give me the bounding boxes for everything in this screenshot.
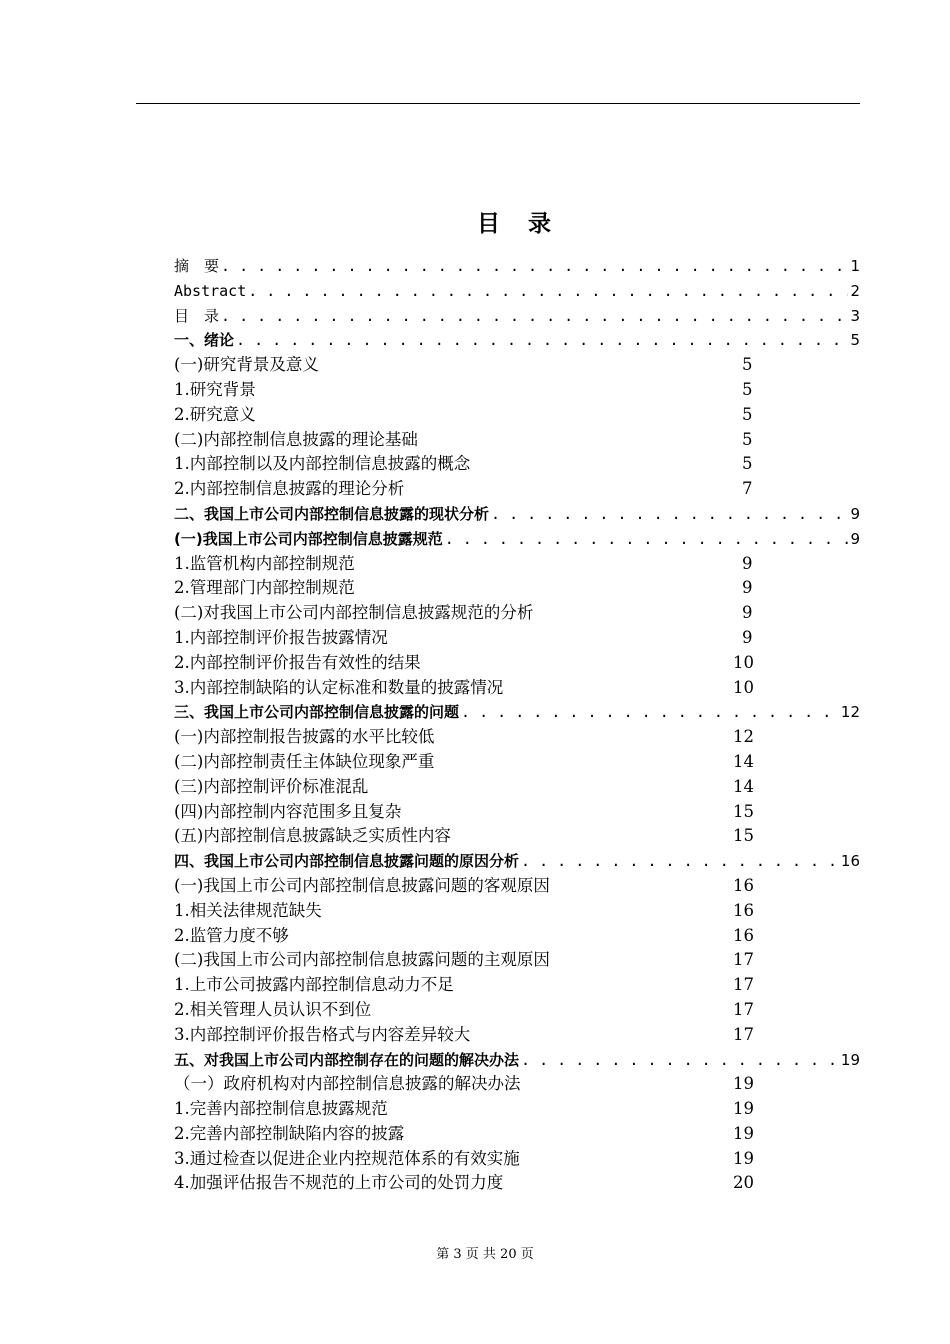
toc-entry[interactable] <box>174 576 860 601</box>
toc-entry-page: 10 <box>733 652 754 672</box>
toc-entry-page: 14 <box>733 776 754 796</box>
toc-entry[interactable] <box>174 477 860 502</box>
toc-entry[interactable] <box>174 601 860 626</box>
toc-entry-label: 1.完善内部控制信息披露规范 <box>174 1099 388 1119</box>
toc-entry[interactable] <box>174 452 860 477</box>
toc-entry[interactable] <box>174 353 860 378</box>
toc-entry-page: 16 <box>733 875 754 895</box>
toc-entry-page: 10 <box>733 677 754 697</box>
toc-entry-label: (五)内部控制信息披露缺乏实质性内容 <box>174 826 451 846</box>
toc-entry-label: 三、我国上市公司内部控制信息披露的问题 <box>174 703 460 722</box>
toc-entry-label: 2.研究意义 <box>174 404 256 424</box>
page-title: 目 录 <box>476 211 561 237</box>
toc-entry-label: （一）政府机构对内部控制信息披露的解决办法 <box>174 1074 521 1094</box>
toc-entry[interactable] <box>174 874 860 899</box>
toc-entry-label: 1.内部控制以及内部控制信息披露的概念 <box>174 454 471 474</box>
toc-entry-page: 19 <box>733 1123 754 1143</box>
toc-entry[interactable] <box>174 626 860 651</box>
toc-entry-page: 1 <box>850 257 860 275</box>
dot-leader <box>221 254 848 279</box>
toc-entry[interactable] <box>174 750 860 775</box>
header-rule <box>136 103 860 104</box>
toc-entry[interactable] <box>174 1097 860 1122</box>
toc-entry-label: 一、绪论 <box>174 331 235 350</box>
toc-entry-page: 19 <box>733 1148 754 1168</box>
toc-entry[interactable] <box>174 775 860 800</box>
toc-entry-page: 9 <box>742 578 753 598</box>
toc-entry-label: 2.监管力度不够 <box>174 925 289 945</box>
toc-entry-label: 3.内部控制评价报告格式与内容差异较大 <box>174 1024 471 1044</box>
toc-entry-page: 12 <box>840 703 860 722</box>
dot-leader <box>221 304 848 329</box>
toc-entry[interactable] <box>174 676 860 701</box>
toc-entry-page: 17 <box>733 950 754 970</box>
table-of-contents <box>174 254 860 1196</box>
toc-entry[interactable] <box>174 403 860 428</box>
toc-entry-label: 2.完善内部控制缺陷内容的披露 <box>174 1123 405 1143</box>
toc-entry-page: 9 <box>742 603 753 623</box>
toc-entry-page: 5 <box>742 454 753 474</box>
toc-entry-label: 2.管理部门内部控制规范 <box>174 578 355 598</box>
toc-entry[interactable] <box>174 1072 860 1097</box>
toc-entry-label: 3.通过检查以促进企业内控规范体系的有效实施 <box>174 1148 520 1168</box>
toc-entry[interactable] <box>174 1023 860 1048</box>
toc-entry[interactable] <box>174 973 860 998</box>
toc-entry[interactable] <box>174 552 860 577</box>
toc-entry[interactable] <box>174 428 860 453</box>
toc-entry[interactable] <box>174 328 860 353</box>
toc-entry[interactable] <box>174 899 860 924</box>
toc-entry[interactable] <box>174 824 860 849</box>
toc-entry-label: 3.内部控制缺陷的认定标准和数量的披露情况 <box>174 677 504 697</box>
toc-entry-label: (二)内部控制责任主体缺位现象严重 <box>174 751 435 771</box>
dot-leader <box>236 328 848 353</box>
toc-entry-label: 2.内部控制信息披露的理论分析 <box>174 479 405 499</box>
toc-entry-page: 16 <box>840 852 860 871</box>
toc-entry-page: 17 <box>733 1024 754 1044</box>
dot-leader <box>521 849 839 874</box>
toc-entry-page: 2 <box>850 281 860 300</box>
toc-entry[interactable] <box>174 725 860 750</box>
toc-entry-label: (二)内部控制信息披露的理论基础 <box>174 429 418 449</box>
toc-entry-label: (三)内部控制评价标准混乱 <box>174 776 369 796</box>
toc-entry-page: 16 <box>733 900 754 920</box>
toc-entry-label: 1.监管机构内部控制规范 <box>174 553 355 573</box>
toc-entry-page: 9 <box>742 627 753 647</box>
toc-entry[interactable] <box>174 378 860 403</box>
toc-entry-label: 五、对我国上市公司内部控制存在的问题的解决办法 <box>174 1050 520 1069</box>
toc-entry-label: (一)研究背景及意义 <box>174 355 319 375</box>
toc-entry[interactable] <box>174 1147 860 1172</box>
dot-leader <box>248 279 848 304</box>
toc-entry-page: 19 <box>733 1074 754 1094</box>
toc-entry[interactable] <box>174 502 860 527</box>
toc-entry-label: 1.研究背景 <box>174 379 256 399</box>
toc-entry-label: (一)我国上市公司内部控制信息披露问题的客观原因 <box>174 875 550 895</box>
dot-leader <box>521 1048 839 1073</box>
toc-entry[interactable] <box>174 1122 860 1147</box>
dot-leader <box>461 700 839 725</box>
toc-entry[interactable] <box>174 948 860 973</box>
toc-entry-label: (二)我国上市公司内部控制信息披露问题的主观原因 <box>174 950 550 970</box>
toc-entry-page: 5 <box>742 429 753 449</box>
toc-entry-label: 2.相关管理人员认识不到位 <box>174 999 372 1019</box>
toc-entry-page: 12 <box>733 727 754 747</box>
toc-entry-label: 四、我国上市公司内部控制信息披露问题的原因分析 <box>174 852 520 871</box>
toc-entry-page: 14 <box>733 751 754 771</box>
toc-entry[interactable] <box>174 849 860 874</box>
toc-entry-page: 19 <box>733 1099 754 1119</box>
toc-entry-page: 20 <box>733 1173 754 1193</box>
toc-entry-label: 二、我国上市公司内部控制信息披露的现状分析 <box>174 504 490 523</box>
toc-entry-label: 2.内部控制评价报告有效性的结果 <box>174 652 421 672</box>
toc-entry-label: (一)内部控制报告披露的水平比较低 <box>174 727 435 747</box>
toc-entry[interactable] <box>174 527 860 552</box>
toc-entry[interactable] <box>174 279 860 304</box>
toc-entry[interactable] <box>174 700 860 725</box>
toc-entry-page: 17 <box>733 999 754 1019</box>
toc-entry[interactable] <box>174 1171 860 1196</box>
toc-entry[interactable] <box>174 254 860 279</box>
toc-entry-page: 15 <box>733 801 754 821</box>
toc-entry[interactable] <box>174 1048 860 1073</box>
toc-entry-page: 15 <box>733 826 754 846</box>
toc-entry-page: 9 <box>850 504 860 523</box>
toc-entry-page: 5 <box>742 355 753 375</box>
toc-entry[interactable] <box>174 304 860 329</box>
toc-entry-label: (四)内部控制内容范围多且复杂 <box>174 801 402 821</box>
page-footer: 第 3 页 共 20 页 <box>436 1247 534 1262</box>
toc-entry-label: 摘 要 <box>174 257 220 275</box>
dot-leader <box>491 502 848 527</box>
toc-entry-page: 17 <box>733 975 754 995</box>
toc-entry-label: 1.上市公司披露内部控制信息动力不足 <box>174 975 454 995</box>
toc-entry-label: (二)对我国上市公司内部控制信息披露规范的分析 <box>174 603 534 623</box>
toc-entry-page: 16 <box>733 925 754 945</box>
toc-entry-label: 1.内部控制评价报告披露情况 <box>174 627 388 647</box>
toc-entry-page: 5 <box>742 379 753 399</box>
toc-entry-page: 19 <box>840 1050 860 1069</box>
toc-entry-page: 9 <box>850 529 860 548</box>
toc-entry[interactable] <box>174 651 860 676</box>
toc-entry-label: (一)我国上市公司内部控制信息披露规范 <box>174 529 443 548</box>
toc-entry-label: 目 录 <box>174 306 220 325</box>
dot-leader <box>445 527 849 552</box>
toc-entry[interactable] <box>174 800 860 825</box>
toc-entry[interactable] <box>174 924 860 949</box>
toc-entry-label: 1.相关法律规范缺失 <box>174 900 322 920</box>
toc-entry[interactable] <box>174 998 860 1023</box>
toc-entry-label: Abstract <box>174 281 247 300</box>
toc-entry-page: 7 <box>742 479 753 499</box>
toc-entry-page: 5 <box>742 404 753 424</box>
toc-entry-page: 5 <box>850 331 860 350</box>
toc-entry-page: 9 <box>742 553 753 573</box>
toc-entry-label: 4.加强评估报告不规范的上市公司的处罚力度 <box>174 1173 504 1193</box>
toc-entry-page: 3 <box>850 306 860 325</box>
